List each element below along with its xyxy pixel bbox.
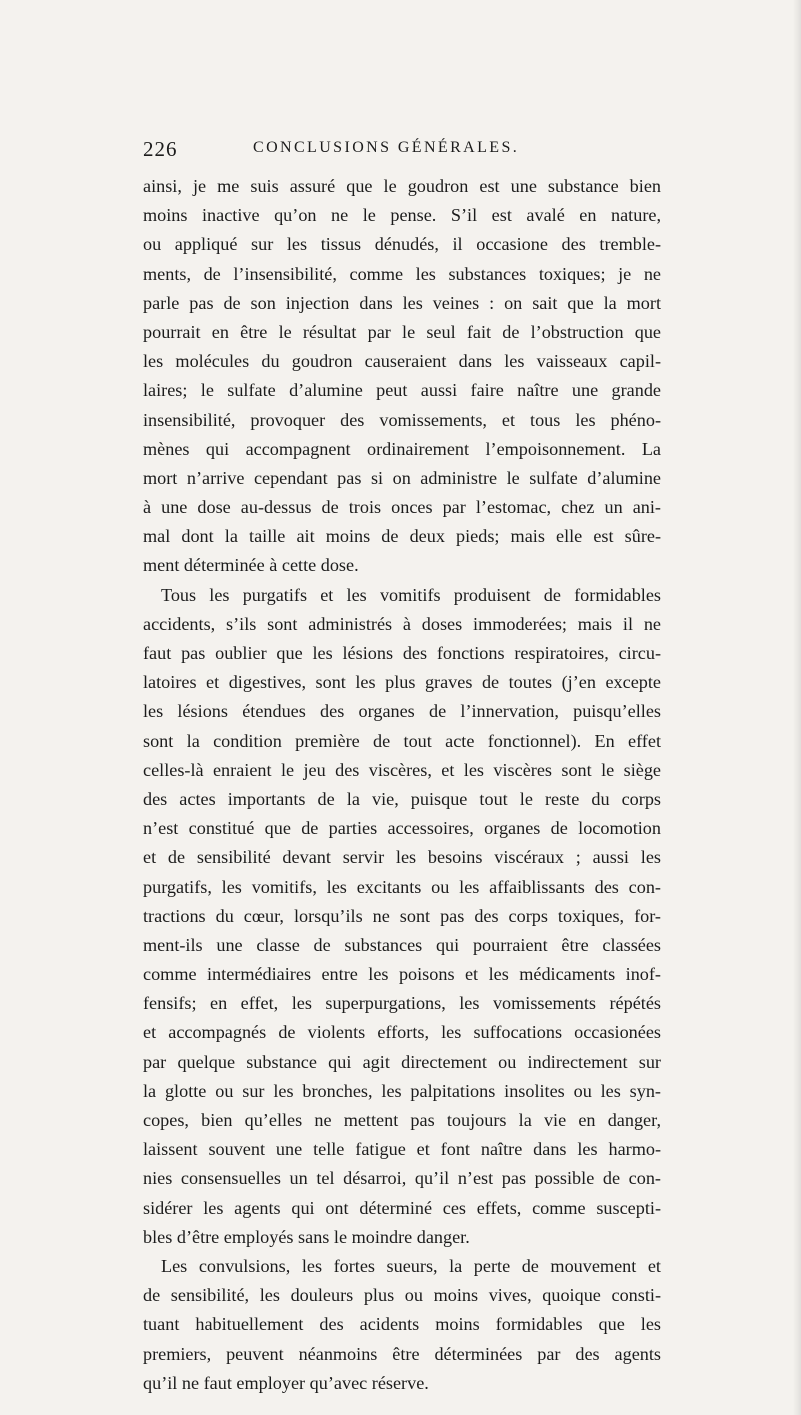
text-line: sidérer les agents qui ont déterminé ces effets, comme suscepti- (143, 1197, 661, 1218)
text-line: bles d’être employés sans le moindre danger. (143, 1226, 470, 1247)
text-line: latoires et digestives, sont les plus graves de toutes (j’en excepte (143, 672, 661, 693)
text-line: Tous les purgatifs et les vomitifs produisent de formidables (161, 584, 661, 605)
text-line: à une dose au-dessus de trois onces par l’estomac, chez un ani- (143, 497, 661, 518)
text-line: des actes importants de la vie, puisque tout le reste du corps (143, 788, 661, 809)
text-line: fensifs; en effet, les superpurgations, les vomissements répétés (143, 993, 661, 1014)
text-line: mal dont la taille ait moins de deux pieds; mais elle est sûre- (143, 526, 661, 547)
text-line: la glotte ou sur les bronches, les palpitations insolites ou les syn- (143, 1080, 661, 1101)
text-line: comme intermédiaires entre les poisons et les médicaments inof- (143, 964, 661, 985)
text-line: celles-là enraient le jeu des viscères, et les viscères sont le siège (143, 759, 661, 780)
text-line: laissent souvent une telle fatigue et font naître dans les harmo- (143, 1139, 661, 1160)
text-line: faut pas oublier que les lésions des fonctions respiratoires, circu- (143, 643, 661, 663)
text-line: tractions du cœur, lorsqu’ils ne sont pas des corps toxiques, for- (143, 905, 661, 926)
text-line: ment-ils une classe de substances qui pourraient être classées (143, 934, 661, 955)
text-line: mènes qui accompagnent ordinairement l’empoisonnement. La (143, 438, 661, 459)
text-line: purgatifs, les vomitifs, les excitants ou les affaiblissants des con- (143, 876, 661, 897)
text-line: sont la condition première de tout acte fonctionnel). En effet (143, 730, 661, 751)
text-line: nies consensuelles un tel désarroi, qu’il n’est pas possible de con- (143, 1168, 661, 1189)
text-line: tuant habituellement des acidents moins formidables que les (143, 1314, 661, 1335)
text-line: ou appliqué sur les tissus dénudés, il occasione des tremble- (143, 234, 661, 255)
text-line: par quelque substance qui agit directement ou indirectement sur (143, 1051, 661, 1072)
text-line: ainsi, je me suis assuré que le goudron est une substance bien (143, 176, 661, 196)
page-number: 226 (143, 137, 178, 161)
text-line: et accompagnés de violents efforts, les suffocations occasionées (143, 1022, 661, 1043)
text-line: parle pas de son injection dans les veines : on sait que la mort (143, 292, 661, 313)
text-line: premiers, peuvent néanmoins être déterminées par des agents (143, 1343, 661, 1364)
text-line: et de sensibilité devant servir les besoins viscéraux ; aussi les (143, 847, 661, 868)
text-line: de sensibilité, les douleurs plus ou moins vives, quoique consti- (143, 1285, 661, 1306)
page-header (143, 137, 663, 169)
text-line: les lésions étendues des organes de l’innervation, puisqu’elles (143, 701, 661, 722)
running-head: CONCLUSIONS GÉNÉRALES. (253, 139, 520, 156)
text-line: qu’il ne faut employer qu’avec réserve. (143, 1372, 429, 1393)
body-text (143, 172, 661, 1398)
text-line: copes, bien qu’elles ne mettent pas toujours la vie en danger, (143, 1110, 661, 1130)
text-line: Les convulsions, les fortes sueurs, la perte de mouvement et (161, 1255, 661, 1276)
page-edge-shadow (793, 0, 801, 1415)
text-line: laires; le sulfate d’alumine peut aussi faire naître une grande (143, 380, 661, 401)
text-line: accidents, s’ils sont administrés à doses immoderées; mais il ne (143, 613, 661, 634)
text-line: n’est constitué que de parties accessoires, organes de locomotion (143, 818, 661, 839)
text-line: moins inactive qu’on ne le pense. S’il est avalé en nature, (143, 205, 661, 226)
text-line: ments, de l’insensibilité, comme les substances toxiques; je ne (143, 263, 661, 284)
text-line: ment déterminée à cette dose. (143, 555, 359, 576)
text-line: les molécules du goudron causeraient dans les vaisseaux capil- (143, 351, 661, 372)
text-line: pourrait en être le résultat par le seul fait de l’obstruction que (143, 321, 661, 342)
text-line: insensibilité, provoquer des vomissements, et tous les phéno- (143, 409, 661, 430)
text-line: mort n’arrive cependant pas si on administre le sulfate d’alumine (143, 467, 661, 488)
